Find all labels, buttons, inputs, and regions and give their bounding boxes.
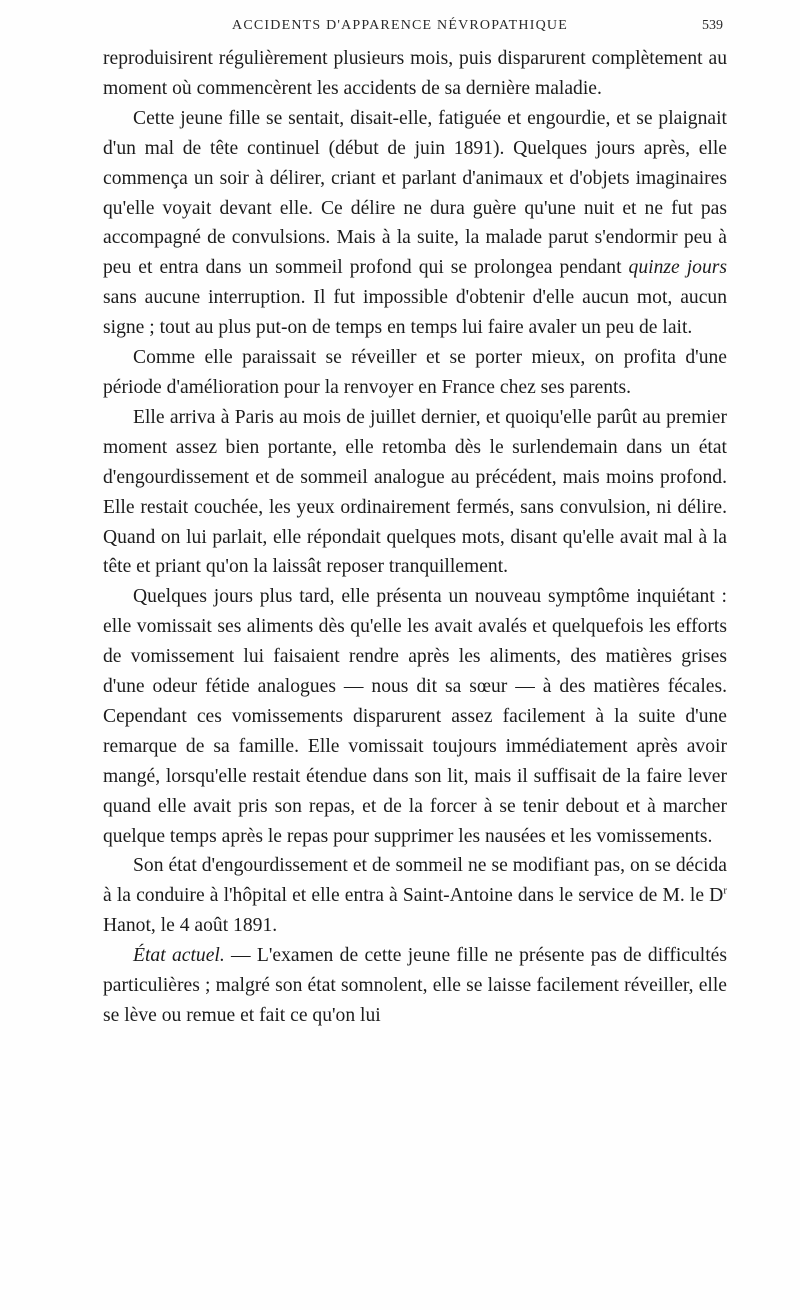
paragraph-1: reproduisirent régulièrement plusieurs mois, puis disparurent complètement au moment où commencèrent les accidents de sa dernière maladie. bbox=[103, 48, 727, 99]
paragraph-2-emphasis: quinze jours bbox=[628, 257, 728, 279]
paragraph-6-superscript: r bbox=[723, 884, 727, 897]
paragraph-5: Quelques jours plus tard, elle présenta un nouveau symptôme inquiétant : elle vomissait ses aliments dès qu'elle les avait avalés et quelquefois les efforts de vomissement lui faisaient rendre après les aliments, des matières grises d'une odeur fétide analogues — nous dit sa sœur — à des matières fécales. Cependant ces vomissements disparurent assez facilement à la suite d'une remarque de sa famille. Elle vomissait toujours immédiatement après avoir mangé, lorsqu'elle restait étendue dans son lit, mais il suffisait de la faire lever quand elle avait pris son repas, et de la forcer à se tenir debout et à marcher quelque temps après le repas pour supprimer les nausées et les vomissements. bbox=[103, 586, 727, 847]
paragraph-2-text-b: sans aucune interruption. Il fut impossible d'obtenir d'elle aucun mot, aucun signe ; tout au plus put-on de temps en temps lui faire avaler un peu de lait. bbox=[103, 287, 727, 339]
page-number: 539 bbox=[702, 18, 723, 33]
paragraph-2-text-a: Cette jeune fille se sentait, disait-elle, fatiguée et engourdie, et se plaignait d'un mal de tête continuel (début de juin 1891). Quelques jours après, elle commença un soir à délirer, criant et parlant d'animaux et d'objets imaginaires qu'elle voyait devant elle. Ce délire ne dura guère qu'une nuit et ne fut pas accompagné de convulsions. Mais à la suite, la malade parut s'endormir peu à peu et entra dans un sommeil profond qui se prolongea pendant bbox=[103, 107, 727, 279]
page-header bbox=[0, 18, 800, 40]
paragraph-3: Comme elle paraissait se réveiller et se porter mieux, on profita d'une période d'amélioration pour la renvoyer en France chez ses parents. bbox=[103, 347, 727, 398]
paragraph-2 bbox=[103, 104, 727, 343]
paragraph-4: Elle arriva à Paris au mois de juillet dernier, et quoiqu'elle parût au premier moment assez bien portante, elle retomba dès le surlendemain dans un état d'engourdissement et de sommeil analogue au précédent, mais moins profond. Elle restait couchée, les yeux ordinairement fermés, sans convulsion, ni délire. Quand on lui parlait, elle répondait quelques mots, disant qu'elle avait mal à la tête et priant qu'on la laissât reposer tranquillement. bbox=[103, 406, 727, 578]
paragraph-6 bbox=[103, 851, 727, 941]
running-head: ACCIDENTS D'APPARENCE NÉVROPATHIQUE bbox=[232, 18, 568, 33]
section-heading-etat-actuel: État actuel. bbox=[133, 945, 225, 967]
paragraph-7 bbox=[103, 941, 727, 1031]
paragraph-6-text-a: Son état d'engourdissement et de sommeil ne se modifiant pas, on se décida à la conduire à l'hôpital et elle entra à Saint-Antoine dans le service de M. le D bbox=[103, 855, 727, 907]
paragraph-7-text: — L'examen de cette jeune fille ne présente pas de difficultés particulières ; malgré son état somnolent, elle se laisse facilement réveiller, elle se lève ou remue et fait ce qu'on lui bbox=[103, 945, 727, 1026]
body-text bbox=[103, 44, 727, 1031]
paragraph-6-text-b: Hanot, le 4 août 1891. bbox=[103, 915, 278, 937]
